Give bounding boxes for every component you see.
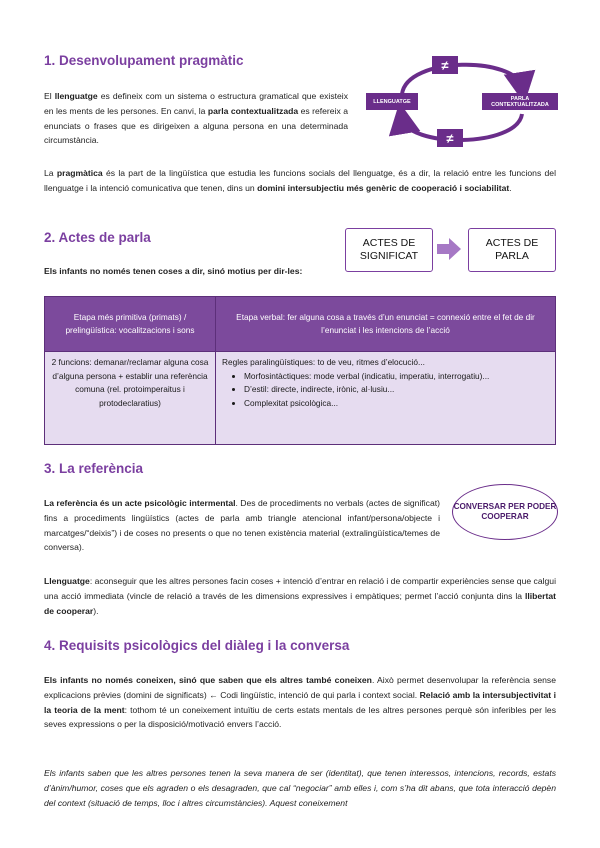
section-3-title: 3. La referència	[44, 461, 144, 476]
section-1-paragraph-1	[44, 89, 348, 148]
text: . Des de procediments no verbals (actes de significat) fins a procediments lingüístics (actes de parla amb triangle atencional infant/persona/objecte i marcatges/“deixis”) i de coses no presents o que no tenen existència material (extralingüística/temes de conversa).	[44, 498, 440, 553]
text: : aconseguir que les altres persones facin coses + intenció d’entrar en relació i de compartir experiències sense que calgui una acció immediata (vincle de relació a través de les dimensions expressives i empàtiques; permet l’acció conjunta dins la	[44, 576, 556, 601]
section-3-paragraph-2	[44, 574, 556, 618]
llenguatge-parla-diagram	[362, 56, 562, 148]
text-bold: llenguatge	[54, 91, 98, 101]
text: . Això permet desenvolupar la referència sense explicacions prèvies (domini de significats) ← Codi lingüístic, intenció de qui parla i context social.	[44, 675, 557, 700]
text-bold: pragmàtica	[56, 168, 103, 178]
text: es refereix a enunciats o frases que es dirigeixen a alguna persona en una determinada circumstància.	[44, 105, 348, 146]
conversar-per-poder-cooperar-bubble: CONVERSAR PER PODER COOPERAR	[452, 484, 558, 540]
not-equal-symbol-bottom: ≠	[437, 129, 463, 147]
text-bold: parla contextualitzada	[207, 105, 299, 116]
list-item: • D’estil: directe, indirecte, irònic, al·lusiu...	[244, 383, 549, 397]
actes-table	[44, 296, 556, 445]
list-item: • Morfosintàctiques: mode verbal (indicatiu, imperatiu, interrogatiu)...	[244, 370, 549, 384]
text: La	[44, 168, 57, 178]
text: és la part de la lingüística que estudia les funcions socials del llenguatge, és a dir, la relació entre les funcions del llenguatge i la intenció comunicativa que tenen, dins un	[44, 168, 556, 193]
text-bold: Els infants no només tenen coses a dir, sinó motius per dir-les:	[44, 266, 303, 276]
text: : tothom té un coneixement intuïtiu de certs estats mentals de les altres persones perquè són inferibles per les seves expressions o per la disposició/motivació envers l’acció.	[44, 704, 556, 730]
text-italic: Els infants saben que les altres persones tenen la seva manera de ser (identitat), que tenen interessos, intencions, records, estats d’ànim/humor, coses que els agraden o els desagraden, que cal “negociar” amb elles i, com s’ha dit abans, que tota interacció depèn del context (situació de temps, lloc i altres circumstàncies). Aquest coneixement	[44, 768, 556, 808]
table-cell-2	[216, 352, 556, 445]
text-bold: Llenguatge	[44, 576, 90, 586]
table-cell-2-list	[222, 370, 549, 411]
actes-de-significat-box: ACTES DE SIGNIFICAT	[345, 228, 433, 272]
text-bold: domini intersubjectiu més genèric de cooperació i sociabilitat	[257, 182, 510, 193]
text-bold: Els infants no només coneixen, sinó que saben que els altres també coneixen	[44, 675, 372, 685]
llenguatge-box: LLENGUATGE	[366, 93, 418, 110]
list-item: • Complexitat psicològica...	[244, 397, 549, 411]
text-bold: La referència és un acte psicològic intermental	[44, 498, 236, 508]
section-4-paragraph-1	[44, 673, 556, 732]
section-4-title: 4. Requisits psicològics del diàleg i la conversa	[44, 638, 350, 653]
section-1-paragraph-2	[44, 166, 556, 196]
parla-contextualitzada-box: PARLA CONTEXTUALITZADA	[482, 93, 558, 110]
text: es defineix com un sistema o estructura gramatical que existeix en les ments de les persones. En canvi, la	[44, 91, 348, 116]
not-equal-symbol-top: ≠	[432, 56, 458, 74]
text: ).	[93, 605, 99, 616]
section-2-title: 2. Actes de parla	[44, 230, 151, 245]
text: El	[44, 91, 55, 101]
section-4-paragraph-2	[44, 766, 556, 810]
table-header-2: Etapa verbal: fer alguna cosa a través d’un enunciat = connexió entre el fet de dir l’enunciat i les intencions de l’acció	[216, 297, 556, 352]
table-header-1: Etapa més primitiva (primats) / prelingüística: vocalitzacions i sons	[45, 297, 216, 352]
section-1-title: 1. Desenvolupament pragmàtic	[44, 53, 244, 68]
actes-de-parla-box: ACTES DE PARLA	[468, 228, 556, 272]
text: .	[509, 182, 512, 193]
table-cell-1: 2 funcions: demanar/reclamar alguna cosa d’alguna persona + establir una referència comuna (rel. protoimperaitus i protodeclaratius)	[45, 352, 216, 445]
text-bold: Relació amb la intersubjectivitat i la teoria de la ment	[44, 689, 556, 715]
text-bold: llibertat de cooperar	[44, 590, 556, 616]
table-cell-2-intro: Regles paralingüístiques: to de veu, ritmes d’elocució...	[222, 357, 425, 367]
section-3-paragraph-1	[44, 496, 440, 555]
arrow-right-icon	[437, 238, 461, 260]
section-2-lead	[44, 264, 344, 279]
